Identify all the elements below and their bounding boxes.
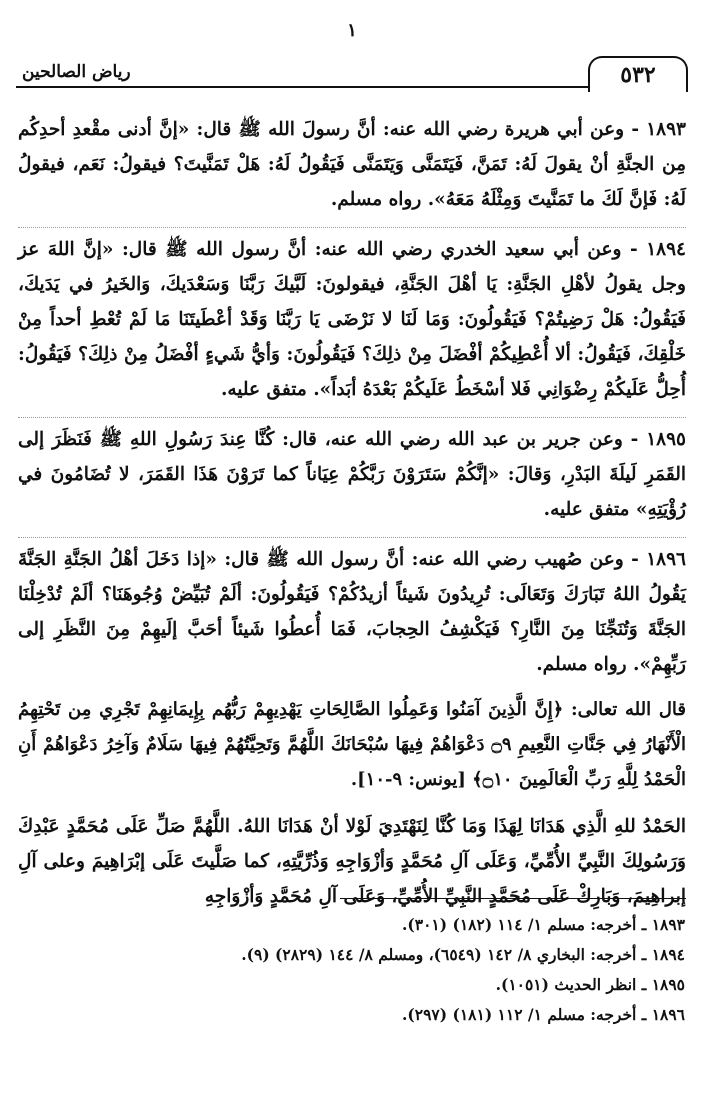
footnote [19, 1000, 685, 1030]
hadith-number: ١٨٩٥ [646, 429, 686, 450]
page-number: ٥٣٢ [620, 62, 656, 88]
hadith-text: - وعن جرير بن عبد الله رضي الله عنه، قال: كُنَّا عِندَ رَسُولِ اللهِ ﷺ فَنَظَرَ إلى القَمَرِ لَيلَةَ البَدْرِ، وَقالَ: «إنَّكُمْ سَتَرَوْنَ رَبَّكُمْ عِيَاناً كما تَرَوْنَ هَذَا القَمَرَ، لا تُضَامُونَ في رُؤْيَتِهِ» متفق عليه. [18, 429, 686, 520]
footnotes [19, 910, 685, 1030]
hadith-text: - وعن أبي هريرة رضي الله عنه: أنَّ رسولَ الله ﷺ قال: «إنَّ أدنى مقْعدِ أحدِكُم مِن الجنَّةِ أنْ يقولَ لَهُ: تَمَنَّ، فَيَتَمَنَّى وَيَتَمَنَّى فَيَقُولُ لَهُ: هَلْ تَمَنَّيتَ؟ فيقولُ: نَعَم، فيقولُ لَهُ: فَإنَّ لَكَ ما تَمَنَّيتَ وَمِثْلَهُ مَعَهُ». رواه مسلم. [18, 119, 686, 210]
page-body [18, 112, 686, 914]
book-title: رياض الصالحين [22, 62, 131, 82]
footnote-text: ـ أخرجه: مسلم ١/ ١١٤ (١٨٢) (٣٠١). [402, 915, 652, 934]
footnote-number: ١٨٩٤ [651, 945, 685, 964]
footnote [19, 970, 685, 1000]
footnote-number: ١٨٩٦ [651, 1005, 685, 1024]
hadith-paragraph [18, 227, 686, 407]
quran-verse: قال الله تعالى: ﴿إِنَّ الَّذِينَ آمَنُوا وَعَمِلُوا الصَّالِحَاتِ يَهْدِيهِمْ رَبُّهُم بِإِيمَانِهِمْ تَجْرِي مِن تَحْتِهِمُ الْأَنْهَارُ فِي جَنَّاتِ النَّعِيمِ ۝٩ دَعْوَاهُمْ فِيهَا سُبْحَانَكَ اللَّهُمَّ وَتَحِيَّتُهُمْ فِيهَا سَلَامٌ وَآخِرُ دَعْوَاهُمْ أَنِ الْحَمْدُ لِلَّهِ رَبِّ الْعَالَمِينَ ۝١٠﴾ [يونس: ٩-١٠]. [18, 699, 686, 790]
closing-prayer: الحَمْدُ للهِ الَّذِي هَدَانَا لِهَذَا وَمَا كُنَّا لِنَهْتَدِيَ لَوْلا أنْ هَدَانَا اللهُ. اللَّهُمَّ صَلِّ عَلَى مُحَمَّدٍ عَبْدِكَ وَرَسُولِكَ النَّبِيِّ الأُمِّيِّ، وَعَلَى آلِ مُحَمَّدٍ وَأزْوَاجِهِ وَذُرِّيَّتِهِ، كما صَلَّيتَ عَلَى إبْرَاهِيمَ وعلى آلِ إبراهِيمَ، وَبَارِكْ عَلَى مُحَمَّدٍ النَّبِيِّ الأُمِّيِّ، وَعَلَى آلِ مُحَمَّدٍ وَأزْوَاجِهِ [18, 816, 686, 907]
footnote-text: ـ أخرجه: البخاري ٨/ ١٤٢ (٦٥٤٩)، ومسلم ٨/ ١٤٤ (٢٨٢٩) (٩). [241, 945, 652, 964]
footnote-rule [340, 898, 686, 899]
footnote-text: ـ انظر الحديث (١٠٥١). [495, 975, 652, 994]
hadith-number: ١٨٩٦ [646, 549, 686, 570]
footnote-text: ـ أخرجه: مسلم ١/ ١١٢ (١٨١) (٢٩٧). [402, 1005, 652, 1024]
hadith-number: ١٨٩٣ [646, 119, 686, 140]
page-header [16, 52, 688, 94]
hadith-number: ١٨٩٤ [646, 239, 686, 260]
hadith-paragraph [18, 537, 686, 682]
footnote [19, 940, 685, 970]
hadith-paragraph [18, 112, 686, 217]
footnote [19, 910, 685, 940]
footnote-number: ١٨٩٣ [651, 915, 685, 934]
footnote-number: ١٨٩٥ [651, 975, 685, 994]
top-mark: ١ [347, 20, 357, 41]
hadith-text: - وعن صُهيب رضي الله عنه: أنَّ رسول الله ﷺ قال: «إذا دَخَلَ أهْلُ الجَنَّةِ الجَنَّةَ يَقُولُ اللهُ تَبَارَكَ وَتَعَالَى: تُرِيدُونَ شَيئاً أزيدُكُمْ؟ فَيَقُولُونَ: ألَمْ تُبَيِّضْ وُجُوهَنَا؟ ألَمْ تُدْخِلْنَا الجَنَّةَ وَتُنَجِّنَا مِنَ النَّارِ؟ فَيَكْشِفُ الحِجابَ، فَمَا أُعطُوا شَيئاً أحَبَّ إلَيهِمْ مِنَ النَّظَرِ إلى رَبِّهِمْ». رواه مسلم. [18, 549, 686, 675]
page-number-frame [588, 56, 688, 92]
hadith-text: - وعن أبي سعيد الخدري رضي الله عنه: أنَّ رسول الله ﷺ قال: «إنَّ اللهَ عز وجل يقولُ لأهْلِ الجَنَّةِ: يَا أهْلَ الجَنَّةِ، فيقولونَ: لَبَّيكَ رَبَّنَا وَسَعْدَيكَ، وَالخَيرُ في يَدَيكَ، فَيَقُولُ: هَلْ رَضِيتُمْ؟ فَيَقُولُونَ: وَمَا لَنَا لا نَرْضَى يَا رَبَّنَا وَقَدْ أعْطَيتَنَا مَا لَمْ تُعْطِ أحداً مِنْ خَلْقِكَ، فَيَقُولُ: ألا أُعْطِيكُمْ أفْضَلَ مِنْ ذلِكَ؟ فَيَقُولُونَ: وَأيُّ شَيءٍ أفْضَلُ مِنْ ذلِكَ؟ فَيَقُولُ: أُحِلُّ عَلَيكُمْ رِضْوَانِي فَلا أسْخَطُ عَلَيكُمْ بَعْدَهُ أبَداً». متفق عليه. [18, 239, 686, 400]
hadith-paragraph [18, 417, 686, 527]
